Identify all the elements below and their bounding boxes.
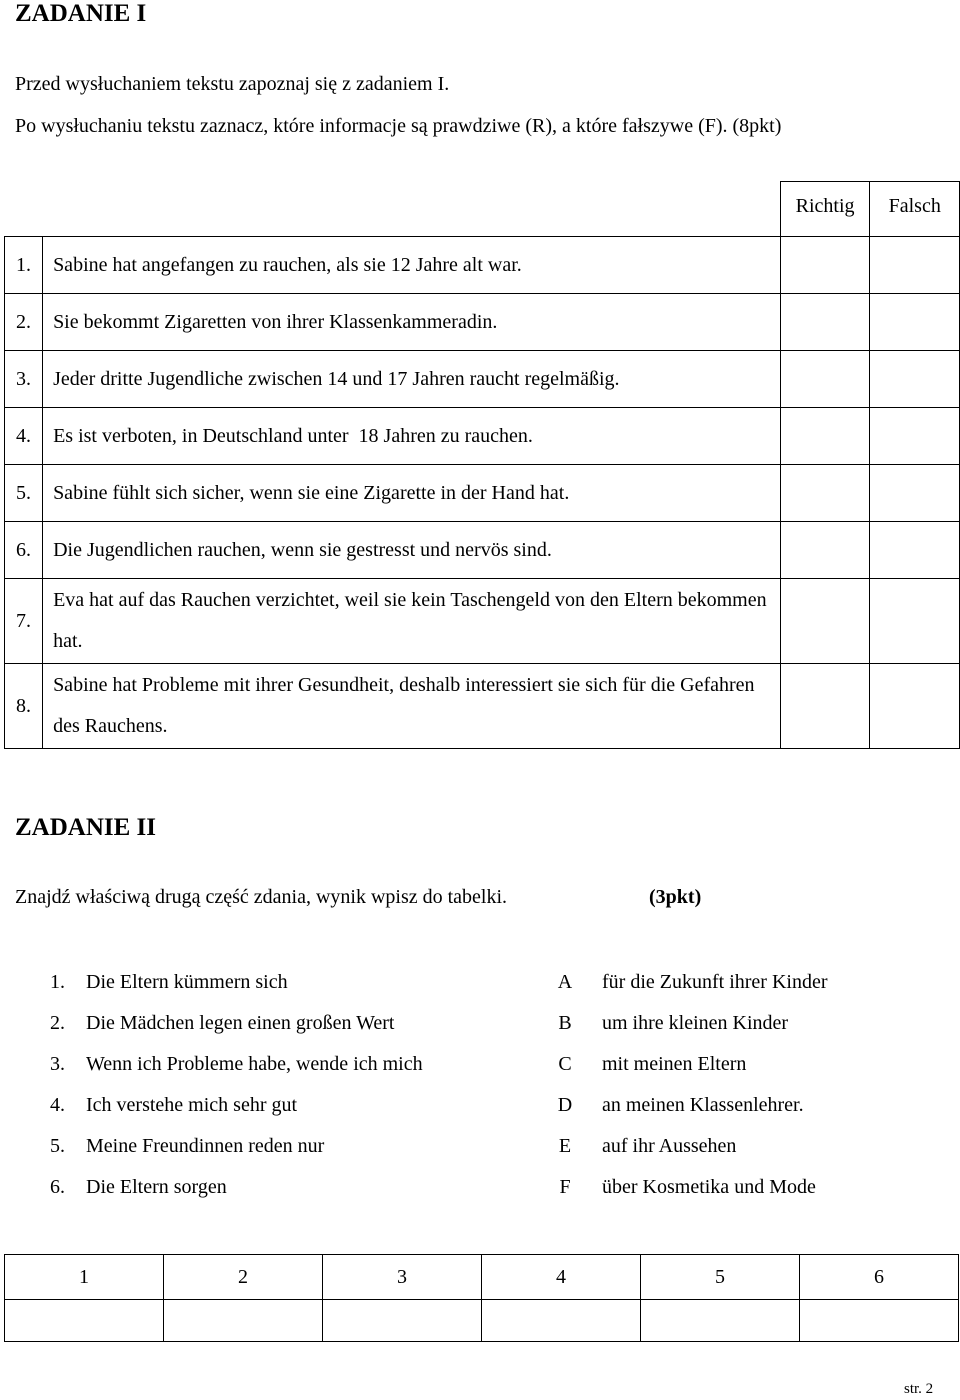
list-item xyxy=(50,1085,930,1126)
sentence-end: um ihre kleinen Kinder xyxy=(602,1012,789,1034)
answer-grid xyxy=(4,1254,959,1342)
answer-header: 1 xyxy=(5,1255,164,1300)
sentence-end: über Kosmetika und Mode xyxy=(602,1176,816,1198)
answer-cell[interactable] xyxy=(323,1300,482,1342)
answer-cell[interactable] xyxy=(800,1300,959,1342)
falsch-answer-cell[interactable] xyxy=(870,294,960,351)
statement-number: 1. xyxy=(5,237,43,294)
list-item xyxy=(50,962,930,1003)
statement-number: 8. xyxy=(5,664,43,749)
task2-instruction: Znajdź właściwą drugą część zdania, wynik wpisz do tabelki. xyxy=(15,886,508,908)
statement-row xyxy=(5,237,960,294)
statement-text: Sie bekommt Zigaretten von ihrer Klassenkammeradin. xyxy=(43,294,781,351)
answer-cell[interactable] xyxy=(5,1300,164,1342)
pair-number: 5. xyxy=(50,1135,65,1157)
richtig-answer-cell[interactable] xyxy=(780,408,870,465)
list-item xyxy=(50,1167,930,1208)
matching-list xyxy=(50,962,930,1208)
sentence-end: an meinen Klassenlehrer. xyxy=(602,1094,804,1116)
column-header-falsch: Falsch xyxy=(870,182,960,237)
pair-number: 6. xyxy=(50,1176,65,1198)
pair-number: 2. xyxy=(50,1012,65,1034)
falsch-answer-cell[interactable] xyxy=(870,465,960,522)
richtig-answer-cell[interactable] xyxy=(780,465,870,522)
option-letter: B xyxy=(558,1012,572,1034)
statement-row xyxy=(5,294,960,351)
statement-text: Sabine fühlt sich sicher, wenn sie eine Zigarette in der Hand hat. xyxy=(43,465,781,522)
statement-number: 5. xyxy=(5,465,43,522)
statement-row xyxy=(5,664,960,749)
richtig-answer-cell[interactable] xyxy=(780,351,870,408)
richtig-answer-cell[interactable] xyxy=(780,522,870,579)
answer-header: 4 xyxy=(482,1255,641,1300)
option-letter: D xyxy=(557,1094,573,1116)
answer-cell[interactable] xyxy=(482,1300,641,1342)
falsch-answer-cell[interactable] xyxy=(870,408,960,465)
task1-instruction-1: Przed wysłuchaniem tekstu zapoznaj się z zadaniem I. xyxy=(15,73,450,95)
pair-number: 3. xyxy=(50,1053,65,1075)
falsch-answer-cell[interactable] xyxy=(870,664,960,749)
sentence-start: Die Eltern sorgen xyxy=(86,1176,227,1198)
statement-number: 4. xyxy=(5,408,43,465)
richtig-answer-cell[interactable] xyxy=(780,294,870,351)
list-item xyxy=(50,1044,930,1085)
task1-title: ZADANIE I xyxy=(15,0,147,27)
sentence-end: mit meinen Eltern xyxy=(602,1053,747,1075)
statement-row xyxy=(5,408,960,465)
richtig-answer-cell[interactable] xyxy=(780,579,870,664)
statement-text: Die Jugendlichen rauchen, wenn sie gestresst und nervös sind. xyxy=(43,522,781,579)
sentence-start: Meine Freundinnen reden nur xyxy=(86,1135,325,1157)
sentence-start: Ich verstehe mich sehr gut xyxy=(86,1094,298,1116)
statement-text: Es ist verboten, in Deutschland unter 18 Jahren zu rauchen. xyxy=(43,408,781,465)
statement-number: 7. xyxy=(5,579,43,664)
falsch-answer-cell[interactable] xyxy=(870,522,960,579)
statement-text: Sabine hat angefangen zu rauchen, als sie 12 Jahre alt war. xyxy=(43,237,781,294)
option-letter: E xyxy=(558,1135,572,1157)
sentence-start: Die Eltern kümmern sich xyxy=(86,971,288,993)
page-number: str. 2 xyxy=(904,1381,934,1397)
sentence-end: für die Zukunft ihrer Kinder xyxy=(602,971,828,993)
richtig-answer-cell[interactable] xyxy=(780,664,870,749)
list-item xyxy=(50,1003,930,1044)
answer-cell[interactable] xyxy=(641,1300,800,1342)
answer-header: 3 xyxy=(323,1255,482,1300)
sentence-start: Die Mädchen legen einen großen Wert xyxy=(86,1012,395,1034)
statement-text: Jeder dritte Jugendliche zwischen 14 und 17 Jahren raucht regelmäßig. xyxy=(43,351,781,408)
true-false-table xyxy=(4,181,960,749)
pair-number: 4. xyxy=(50,1094,65,1116)
option-letter: F xyxy=(559,1176,571,1198)
sentence-end: auf ihr Aussehen xyxy=(602,1135,737,1157)
statement-row xyxy=(5,351,960,408)
task1-instruction-2: Po wysłuchaniu tekstu zaznacz, które informacje są prawdziwe (R), a które fałszywe (F). (8pkt) xyxy=(15,115,782,137)
statement-text: Sabine hat Probleme mit ihrer Gesundheit, deshalb interessiert sie sich für die Gefahren des Rauchens. xyxy=(43,664,781,749)
task2-points: (3pkt) xyxy=(649,886,702,908)
answer-header: 6 xyxy=(800,1255,959,1300)
falsch-answer-cell[interactable] xyxy=(870,237,960,294)
statement-row xyxy=(5,579,960,664)
answer-cell[interactable] xyxy=(164,1300,323,1342)
option-letter: C xyxy=(558,1053,572,1075)
answer-header: 5 xyxy=(641,1255,800,1300)
statement-row xyxy=(5,465,960,522)
falsch-answer-cell[interactable] xyxy=(870,351,960,408)
answer-header: 2 xyxy=(164,1255,323,1300)
task2-title: ZADANIE II xyxy=(15,814,157,841)
falsch-answer-cell[interactable] xyxy=(870,579,960,664)
sentence-start: Wenn ich Probleme habe, wende ich mich xyxy=(86,1053,423,1075)
list-item xyxy=(50,1126,930,1167)
column-header-richtig: Richtig xyxy=(780,182,870,237)
statement-text: Eva hat auf das Rauchen verzichtet, weil sie kein Taschengeld von den Eltern bekommen hat. xyxy=(43,579,781,664)
option-letter: A xyxy=(557,971,573,993)
statement-row xyxy=(5,522,960,579)
statement-number: 3. xyxy=(5,351,43,408)
statement-number: 2. xyxy=(5,294,43,351)
richtig-answer-cell[interactable] xyxy=(780,237,870,294)
statement-number: 6. xyxy=(5,522,43,579)
pair-number: 1. xyxy=(50,971,65,993)
